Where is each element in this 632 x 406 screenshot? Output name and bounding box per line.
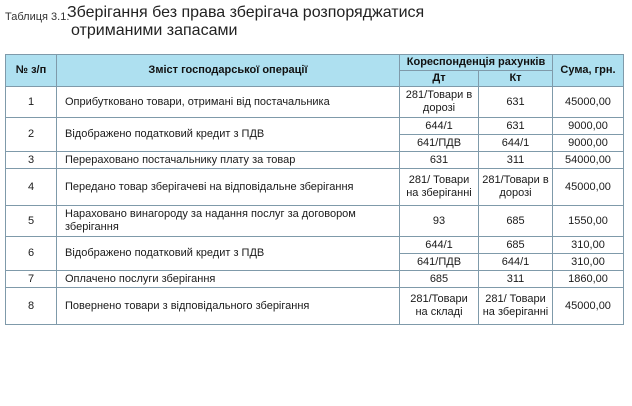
row-credit: 631	[479, 87, 553, 118]
row-debit: 644/1	[400, 118, 479, 135]
row-debit: 641/ПДВ	[400, 135, 479, 152]
title-line-2: отриманими запасами	[71, 22, 238, 39]
table-row	[6, 237, 624, 254]
row-amount: 9000,00	[553, 135, 624, 152]
header-debit: Дт	[400, 71, 479, 87]
row-amount: 45000,00	[553, 169, 624, 206]
row-credit: 281/ Товари на зберіганні	[479, 288, 553, 325]
table-row	[6, 152, 624, 169]
row-amount: 45000,00	[553, 288, 624, 325]
row-debit: 685	[400, 271, 479, 288]
row-amount: 1860,00	[553, 271, 624, 288]
row-debit: 281/ Товари на зберіганні	[400, 169, 479, 206]
row-debit: 631	[400, 152, 479, 169]
table-row	[6, 206, 624, 237]
row-credit: 311	[479, 271, 553, 288]
row-credit: 631	[479, 118, 553, 135]
table-label: Таблиця 3.1.	[5, 11, 70, 23]
row-operation: Оплачено послуги зберігання	[57, 271, 400, 288]
table-title	[67, 4, 424, 40]
row-operation: Повернено товари з відповідального зберігання	[57, 288, 400, 325]
row-amount: 1550,00	[553, 206, 624, 237]
row-operation: Нараховано винагороду за надання послуг за договором зберігання	[57, 206, 400, 237]
row-operation: Відображено податковий кредит з ПДВ	[57, 237, 400, 271]
row-credit: 685	[479, 206, 553, 237]
row-amount: 310,00	[553, 237, 624, 254]
row-operation: Відображено податковий кредит з ПДВ	[57, 118, 400, 152]
row-amount: 310,00	[553, 254, 624, 271]
header-num: № з/п	[6, 55, 57, 87]
header-amount: Сума, грн.	[553, 55, 624, 87]
row-num: 5	[6, 206, 57, 237]
table-row	[6, 118, 624, 135]
row-operation: Перераховано постачальнику плату за товар	[57, 152, 400, 169]
table-row	[6, 271, 624, 288]
row-credit: 311	[479, 152, 553, 169]
header-credit: Кт	[479, 71, 553, 87]
row-amount: 45000,00	[553, 87, 624, 118]
row-credit: 644/1	[479, 254, 553, 271]
table-row	[6, 288, 624, 325]
row-debit: 281/Товари на складі	[400, 288, 479, 325]
header-operation: Зміст господарської операції	[57, 55, 400, 87]
row-num: 3	[6, 152, 57, 169]
row-num: 4	[6, 169, 57, 206]
row-operation: Оприбутковано товари, отримані від постачальника	[57, 87, 400, 118]
table-row	[6, 169, 624, 206]
table-row	[6, 87, 624, 118]
accounting-table	[5, 54, 624, 325]
row-operation: Передано товар зберігачеві на відповідальне зберігання	[57, 169, 400, 206]
row-debit: 93	[400, 206, 479, 237]
row-num: 2	[6, 118, 57, 152]
title-line-1: Зберігання без права зберігача розпоряджатися	[67, 4, 425, 21]
row-debit: 281/Товари в дорозі	[400, 87, 479, 118]
row-amount: 54000,00	[553, 152, 624, 169]
row-debit: 644/1	[400, 237, 479, 254]
row-credit: 281/Товари в дорозі	[479, 169, 553, 206]
row-amount: 9000,00	[553, 118, 624, 135]
row-num: 8	[6, 288, 57, 325]
row-credit: 644/1	[479, 135, 553, 152]
row-num: 1	[6, 87, 57, 118]
header-correspondence: Кореспонденція рахунків	[400, 55, 553, 71]
row-num: 6	[6, 237, 57, 271]
row-credit: 685	[479, 237, 553, 254]
row-debit: 641/ПДВ	[400, 254, 479, 271]
row-num: 7	[6, 271, 57, 288]
